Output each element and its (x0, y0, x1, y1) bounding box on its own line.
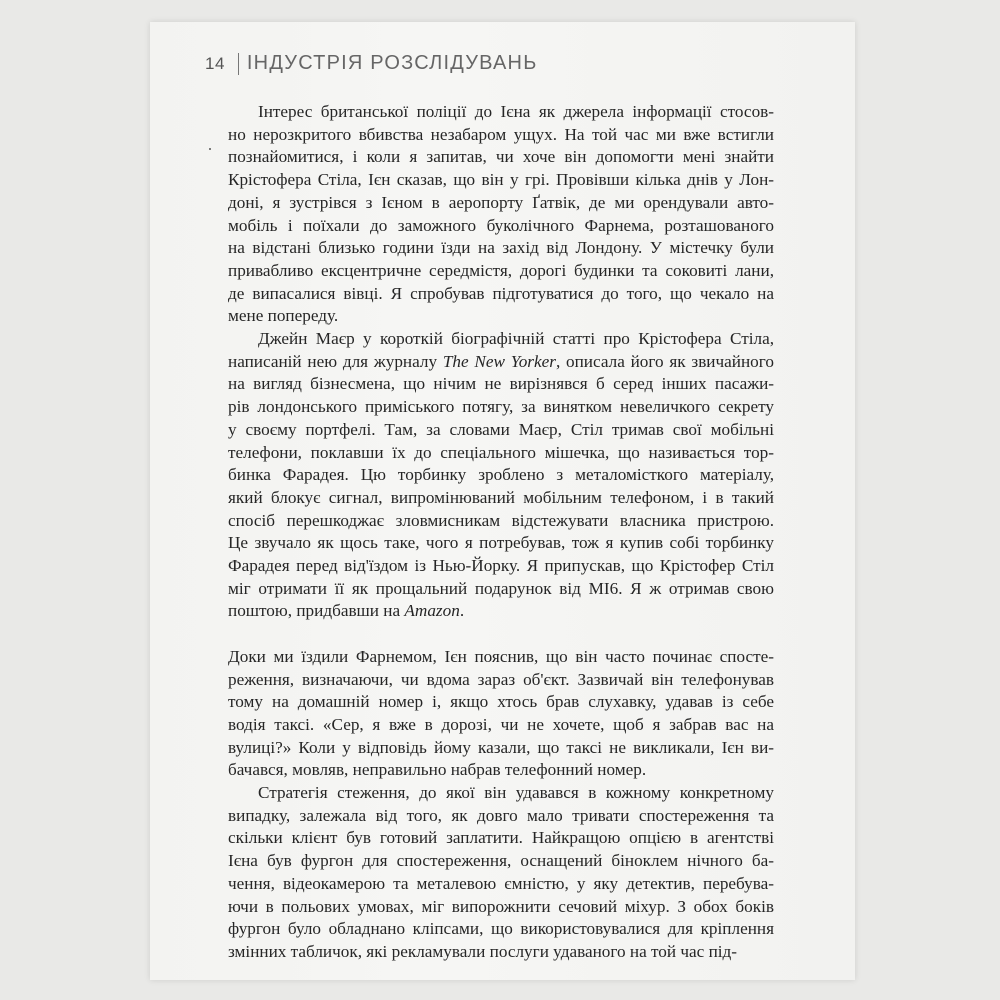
text-line: скільки клієнт був готовий заплатити. Найкращою опцією в агентстві (228, 828, 774, 848)
text-line: Фарадея перед від'їздом із Нью-Йорку. Я припускав, що Крістофер Стіл (228, 556, 774, 576)
text-line: но нерозкритого вбивства незабаром ущух. На той час ми вже встигли (228, 124, 774, 144)
text-line: мобіль і поїхали до заможного буколічного Фарнема, розташованого (228, 215, 774, 235)
text-line: телефони, поклавши їх до спеціального мішечка, що називається тор- (228, 442, 774, 462)
text-line: Доки ми їздили Фарнемом, Ієн пояснив, що він часто починає спосте- (228, 646, 774, 666)
text-line: Стратегія стеження, до якої він удавався в кожному конкретному (258, 783, 774, 803)
header-divider (238, 53, 239, 75)
text-line: Інтерес британської поліції до Ієна як джерела інформації стосов- (258, 102, 774, 121)
running-head: ІНДУСТРІЯ РОЗСЛІДУВАНЬ (246, 52, 538, 74)
text-line: Це звучало як щось таке, чого я потребував, тож я купив собі торбинку (228, 533, 774, 553)
text-line: водія таксі. «Сер, я вже в дорозі, чи не хочете, щоб я забрав вас на (228, 714, 774, 734)
text-line: реження, визначаючи, чи вдома зараз об'єкт. Зазвичай він телефонував (228, 669, 774, 689)
text-line: вулиці?» Коли у відповідь йому казали, що таксі не викликали, Ієн ви- (228, 737, 774, 757)
margin-dot (209, 148, 211, 150)
text-line: який блокує сигнал, випромінюваний мобільним телефоном, і в такий (228, 487, 774, 507)
text-line: на вигляд бізнесмена, що нічим не вирізнявся б серед інших пасажи- (228, 374, 774, 394)
text-line: у своєму портфелі. Там, за словами Маєр, Стіл тримав свої мобільні (228, 419, 774, 439)
text-line: привабливо ексцентричне середмістя, дорогі будинки та соковиті лани, (228, 260, 774, 280)
italic-title: Amazon (404, 601, 460, 621)
text-line: бинка Фарадея. Цю торбинку зроблено з металомісткого матеріалу, (228, 465, 774, 485)
body-text (228, 101, 774, 964)
paragraph-4 (228, 782, 774, 964)
text-line: де випасалися вівці. Я спробував підготуватися до того, що чекало на (228, 283, 774, 303)
paragraph-3 (228, 646, 774, 782)
italic-title: The New Yorker (442, 351, 556, 371)
text-line: тому на домашній номер і, якщо хтось брав слухавку, удавав із себе (228, 692, 774, 712)
text-line: рів лондонського приміського потягу, за винятком невеличкого секрету (228, 397, 774, 417)
text-line: міг отримати її як прощальний подарунок від МІ6. Я ж отримав свою (228, 578, 774, 598)
text-line: випадку, залежала від того, як довго мало тривати спостереження та (228, 805, 774, 825)
page-number: 14 (205, 53, 225, 73)
paragraph-1 (228, 101, 774, 328)
text-line: бачався, мовляв, неправильно набрав телефонний номер. (228, 760, 647, 780)
text-line: написаній нею для журналу The New Yorker, описала його як звичайного (228, 351, 774, 371)
text-line: доні, я зустрівся з Ієном в аеропорту Ґатвік, де ми орендували авто- (228, 192, 774, 212)
text-line: Крістофера Стіла, Ієн сказав, що він у грі. Провівши кілька днів у Лон- (228, 170, 774, 190)
page-header (205, 52, 538, 75)
paragraph-gap (228, 623, 774, 646)
text-line: Ієна був фургон для спостереження, оснащений біноклем нічного ба- (228, 851, 774, 871)
text-line: познайомитися, і коли я запитав, чи хоче він допомогти мені знайти (228, 147, 774, 167)
text-line: фургон було обладнано кліпсами, що використовувалися для кріплення (228, 919, 774, 939)
paragraph-2 (228, 328, 774, 623)
text-line: Джейн Маєр у короткій біографічній статті про Крістофера Стіла, (258, 329, 774, 349)
text-line: змінних табличок, які рекламували послуги удаваного на той час під- (228, 942, 738, 961)
text-line: спосіб перешкоджає зловмисникам відстежувати власника пристрою. (228, 510, 774, 530)
text-line: чення, відеокамерою та металевою ємністю, у яку детектив, перебува- (228, 873, 774, 893)
text-line: ючи в польових умовах, міг випорожнити сечовий міхур. З обох боків (228, 896, 774, 916)
text-line: поштою, придбавши на Amazon. (228, 601, 465, 621)
text-line: на відстані близько години їзди на захід від Лондону. У містечку були (228, 238, 774, 258)
text-line: мене попереду. (228, 306, 339, 326)
